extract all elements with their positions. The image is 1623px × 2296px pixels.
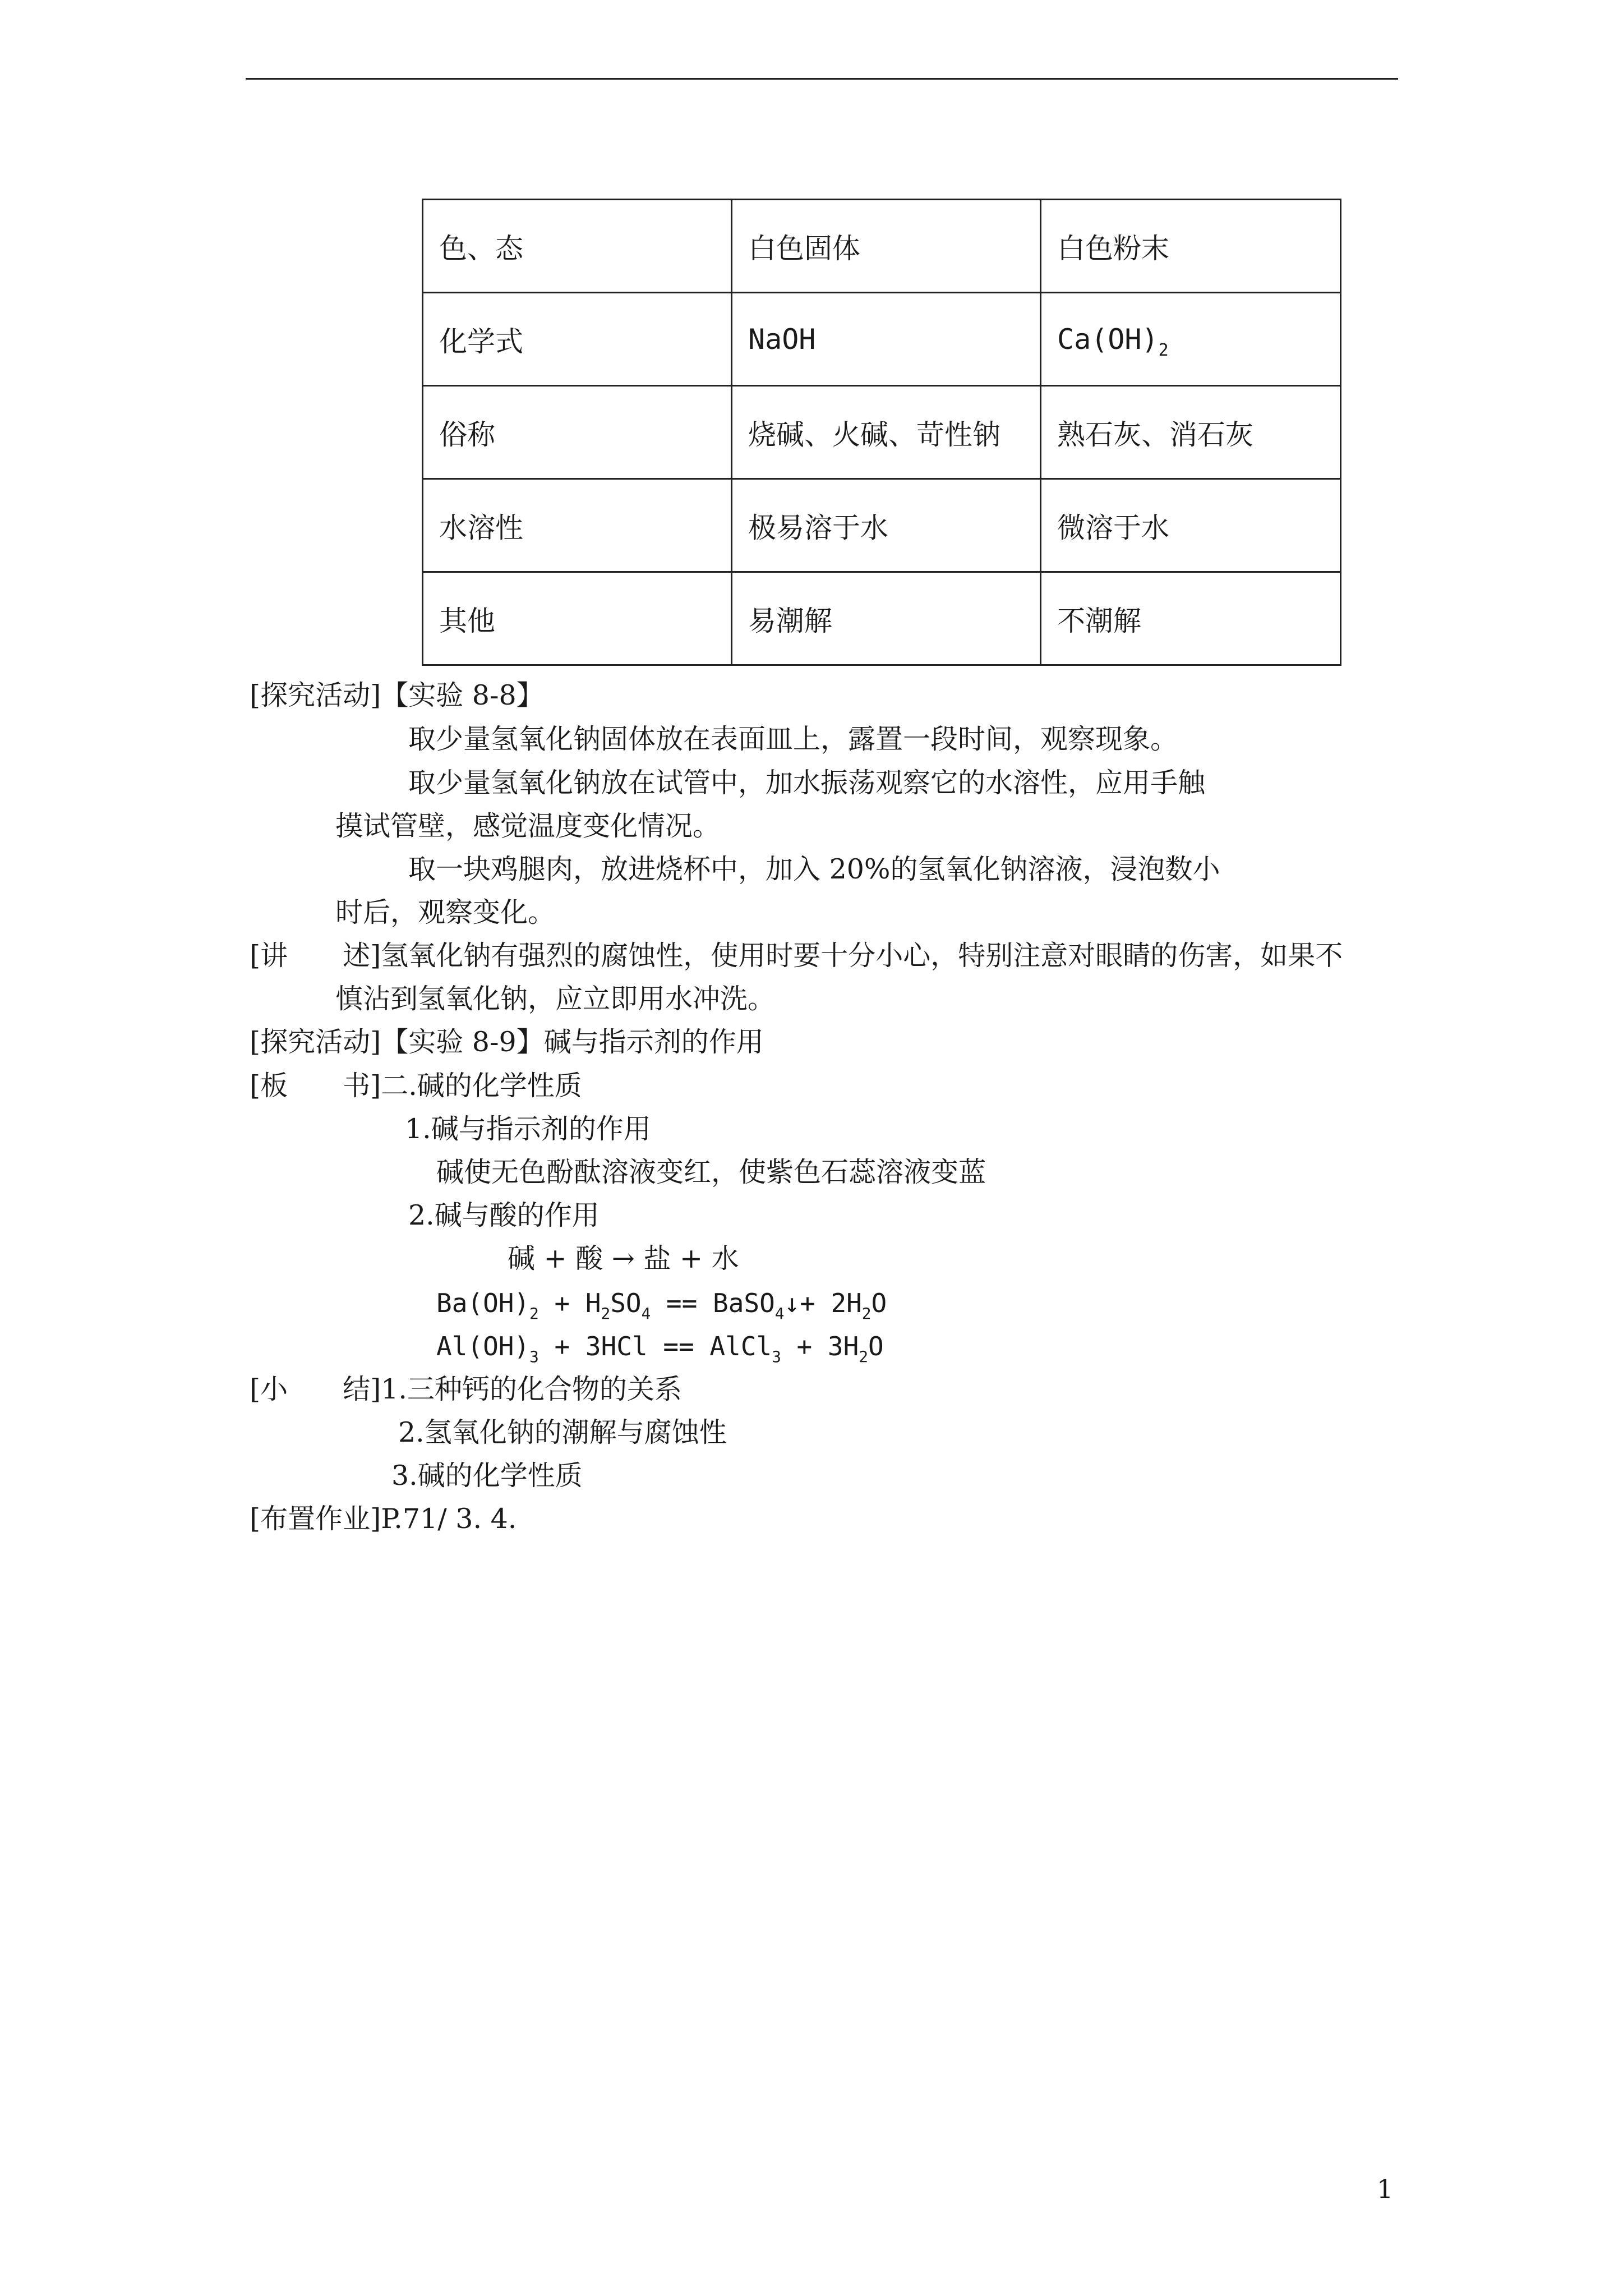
naoh-cell: 易潮解	[732, 572, 1041, 665]
formula-main: Ca(OH)	[1057, 323, 1159, 356]
row-label: 化学式	[423, 293, 732, 386]
row-label: 色、态	[423, 200, 732, 293]
table-row	[423, 479, 1341, 572]
lecture-paragraph	[250, 939, 1343, 973]
board-item: 1.碱与指示剂的作用	[405, 1113, 651, 1145]
base-properties-table	[422, 199, 1341, 666]
word-equation: 碱 + 酸 → 盐 + 水	[508, 1243, 739, 1274]
naoh-cell: 烧碱、火碱、苛性钠	[732, 386, 1041, 479]
caoh-cell: 不潮解	[1041, 572, 1341, 665]
naoh-cell: 白色固体	[732, 200, 1041, 293]
eq-sub: 2	[601, 1304, 611, 1323]
lecture-label: [讲 述]	[250, 940, 381, 972]
eq-sub: 2	[859, 1347, 868, 1366]
eq-part: Al(OH)	[436, 1331, 530, 1361]
eq-sub: 2	[861, 1304, 872, 1323]
equation-aluminium-hydroxide	[436, 1329, 884, 1366]
caoh-cell: 熟石灰、消石灰	[1041, 386, 1341, 479]
eq-part: + 3HCl == AlCl	[538, 1331, 772, 1361]
experiment-step-continued: 时后，观察变化。	[335, 896, 556, 928]
caoh-cell	[1041, 293, 1341, 386]
eq-part: O	[868, 1331, 884, 1361]
board-item: 2.碱与酸的作用	[408, 1199, 600, 1231]
summary-item: 2.氢氧化钠的潮解与腐蚀性	[398, 1416, 727, 1448]
page-number: 1	[1377, 2174, 1394, 2204]
equation-barium-hydroxide	[436, 1286, 887, 1323]
eq-part: + H	[538, 1288, 601, 1318]
eq-sub: 2	[529, 1304, 539, 1323]
board-heading: [板 书]二.碱的化学性质	[250, 1070, 582, 1102]
experiment-step: 取一块鸡腿肉，放进烧杯中，加入 20%的氢氧化钠溶液，浸泡数小	[408, 853, 1220, 885]
header-rule	[246, 78, 1398, 80]
eq-part: O	[871, 1288, 887, 1318]
naoh-cell: NaOH	[732, 293, 1041, 386]
row-label: 水溶性	[423, 479, 732, 572]
homework-line: [布置作业]P.71/ 3. 4.	[250, 1503, 517, 1535]
table-row	[423, 293, 1341, 386]
caoh-cell: 白色粉末	[1041, 200, 1341, 293]
summary-item: 3.碱的化学性质	[391, 1460, 583, 1492]
activity-heading-8-8: [探究活动]【实验 8-8】	[250, 679, 544, 711]
board-item-desc: 碱使无色酚酞溶液变红，使紫色石蕊溶液变蓝	[436, 1156, 986, 1188]
row-label: 其他	[423, 572, 732, 665]
eq-sub: 4	[641, 1304, 651, 1323]
table-row	[423, 200, 1341, 293]
table-row	[423, 572, 1341, 665]
eq-part: Ba(OH)	[436, 1288, 530, 1318]
eq-part: == BaSO	[651, 1288, 775, 1318]
experiment-step-continued: 摸试管壁，感觉温度变化情况。	[335, 810, 721, 842]
eq-sub: 3	[772, 1347, 781, 1366]
naoh-cell: 极易溶于水	[732, 479, 1041, 572]
experiment-step: 取少量氢氧化钠放在试管中，加水振荡观察它的水溶性，应用手触	[408, 767, 1206, 799]
lecture-text: 氢氧化钠有强烈的腐蚀性，使用时要十分小心，特别注意对眼睛的伤害，如果不	[381, 940, 1343, 972]
experiment-step: 取少量氢氧化钠固体放在表面皿上，露置一段时间，观察现象。	[408, 723, 1178, 755]
eq-sub: 3	[529, 1347, 539, 1366]
summary-heading: [小 结]1.三种钙的化合物的关系	[250, 1373, 682, 1405]
activity-heading-8-9: [探究活动]【实验 8-9】碱与指示剂的作用	[250, 1026, 764, 1058]
formula-subscript: 2	[1158, 340, 1169, 360]
row-label: 俗称	[423, 386, 732, 479]
eq-part: + 3H	[781, 1331, 859, 1361]
caoh-cell: 微溶于水	[1041, 479, 1341, 572]
eq-sub: 4	[774, 1304, 785, 1323]
eq-part: ↓+ 2H	[784, 1288, 862, 1318]
eq-part: SO	[610, 1288, 642, 1318]
table-row	[423, 386, 1341, 479]
lecture-text-continued: 慎沾到氢氧化钠，应立即用水冲洗。	[335, 983, 776, 1015]
